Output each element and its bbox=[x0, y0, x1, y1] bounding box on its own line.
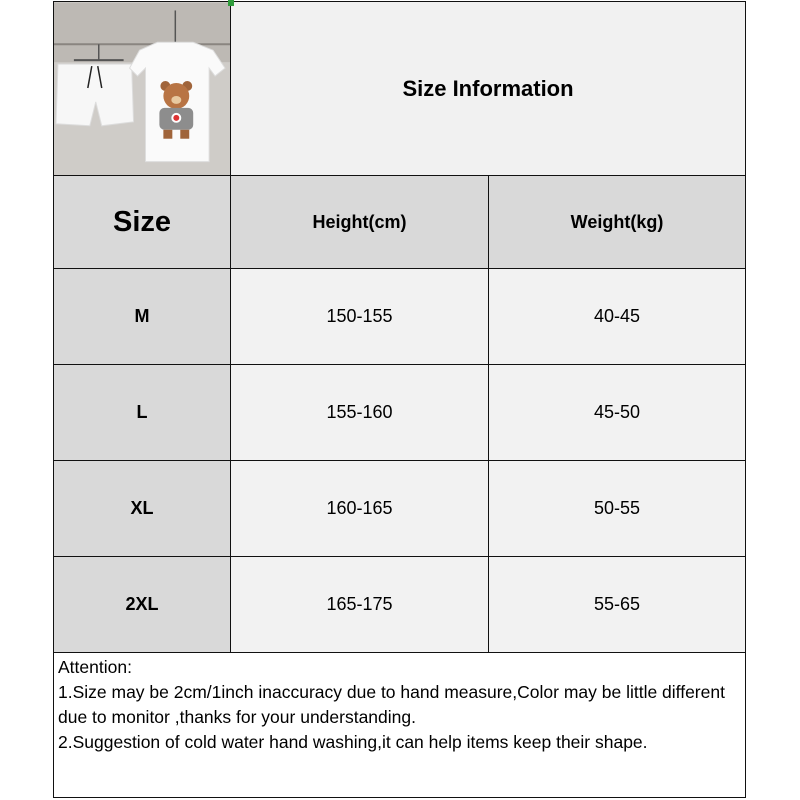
height-cell: 165-175 bbox=[231, 557, 489, 653]
product-photo-image bbox=[54, 2, 230, 176]
size-cell: XL bbox=[54, 461, 231, 557]
weight-cell: 55-65 bbox=[489, 557, 745, 653]
notes-line-2: 2.Suggestion of cold water hand washing,it can help items keep their shape. bbox=[58, 732, 648, 752]
product-photo bbox=[54, 2, 231, 176]
height-cell: 155-160 bbox=[231, 365, 489, 461]
weight-cell: 50-55 bbox=[489, 461, 745, 557]
column-header-size: Size bbox=[54, 176, 231, 269]
size-cell: 2XL bbox=[54, 557, 231, 653]
height-cell: 150-155 bbox=[231, 269, 489, 365]
size-cell: L bbox=[54, 365, 231, 461]
height-cell: 160-165 bbox=[231, 461, 489, 557]
weight-cell: 40-45 bbox=[489, 269, 745, 365]
notes-heading: Attention: bbox=[58, 657, 132, 677]
weight-cell: 45-50 bbox=[489, 365, 745, 461]
corner-marker bbox=[228, 0, 234, 6]
size-chart bbox=[53, 1, 746, 798]
size-cell: M bbox=[54, 269, 231, 365]
page-title: Size Information bbox=[231, 2, 745, 176]
attention-notes bbox=[54, 653, 745, 797]
column-header-height: Height(cm) bbox=[231, 176, 489, 269]
column-header-weight: Weight(kg) bbox=[489, 176, 745, 269]
notes-line-1: 1.Size may be 2cm/1inch inaccuracy due to hand measure,Color may be little different due to monitor ,thanks for your understanding. bbox=[58, 682, 725, 727]
